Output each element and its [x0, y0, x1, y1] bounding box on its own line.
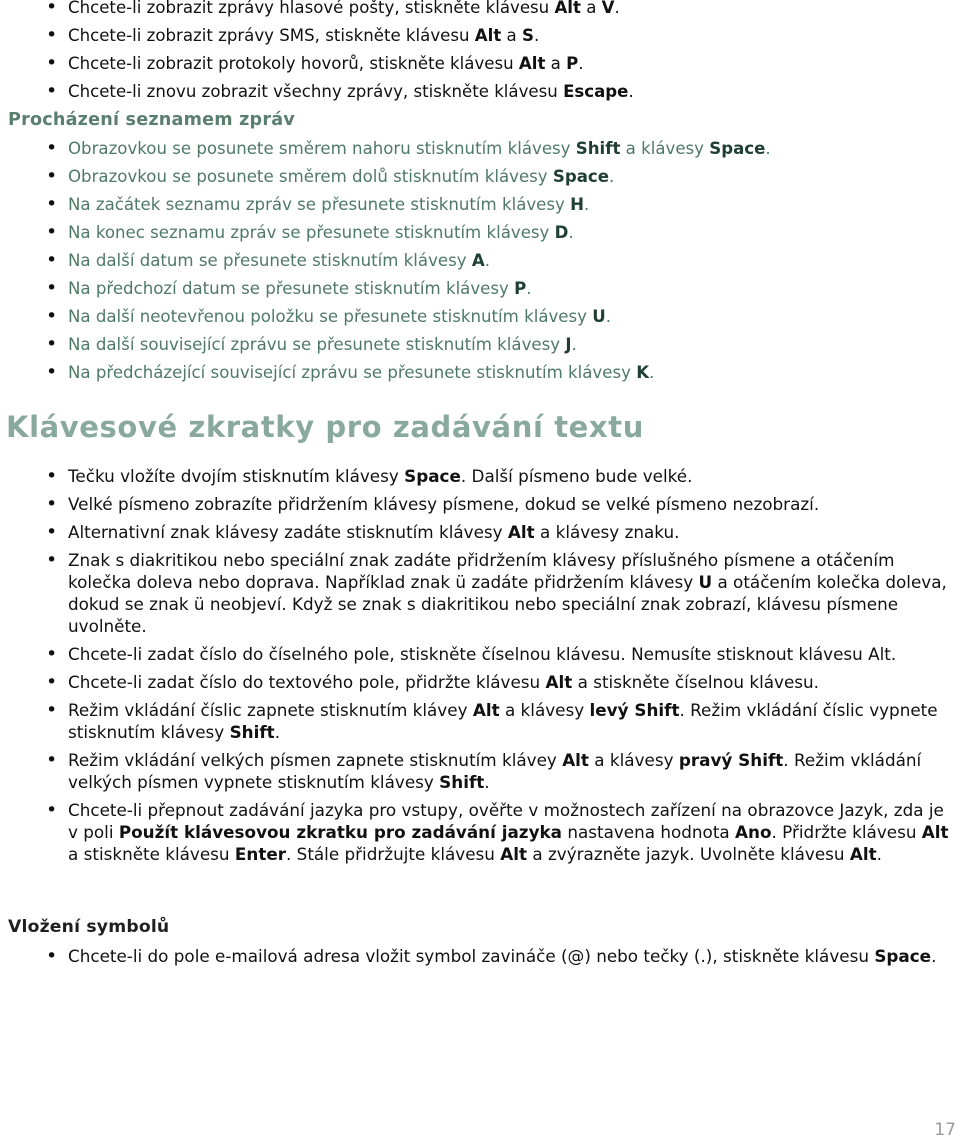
list-item-text: . Přidržte klávesu [771, 822, 922, 842]
list-item-text: Režim vkládání velkých písmen zapnete stisknutím klávey [68, 750, 563, 770]
key-name: V [601, 0, 615, 17]
list-item-text: Na začátek seznamu zpráv se přesunete stisknutím klávesy [68, 195, 571, 214]
list-item-text: Na konec seznamu zpráv se přesunete stisknutím klávesy [68, 223, 555, 242]
list-item-text: a stiskněte číselnou klávesu. [572, 672, 820, 692]
browse-messages-list [0, 138, 950, 390]
key-name: Alt [518, 54, 546, 73]
key-name: Space [552, 167, 610, 186]
list-item-text: a zvýrazněte jazyk. Uvolněte klávesu [527, 844, 850, 864]
list-item-text: Na předchozí datum se přesunete stisknutím klávesy [68, 279, 515, 298]
key-name: P [566, 54, 579, 73]
list-item-text: . [931, 946, 937, 966]
list-item-text: Chcete-li zobrazit zprávy SMS, stiskněte klávesu [68, 26, 475, 45]
list-item [0, 250, 950, 271]
key-name: Použít klávesovou zkratku pro zadávání jazyka [118, 822, 562, 842]
list-item [0, 945, 950, 967]
list-item-text: a klávesy [588, 750, 679, 770]
list-item-text: . [526, 279, 532, 298]
list-item [0, 306, 950, 327]
list-item-text: a klávesy [620, 139, 710, 158]
list-item-text: Na další související zprávu se přesunete stisknutím klávesy [68, 335, 566, 354]
list-item-text: . Stále přidržujte klávesu [286, 844, 501, 864]
list-item [0, 25, 950, 46]
list-item [0, 643, 950, 665]
key-name: Escape [563, 82, 629, 101]
list-item [0, 138, 950, 159]
list-item-text: . Režim vkládání velkých písmen vypnete stisknutím klávesy [68, 750, 922, 792]
key-name: Space [874, 946, 932, 966]
list-item-text: Chcete-li znovu zobrazit všechny zprávy, stiskněte klávesu [68, 82, 564, 101]
text-input-shortcuts-list [0, 465, 950, 871]
list-item-text: . [274, 722, 281, 742]
key-name: levý Shift [589, 700, 680, 720]
key-name: Shift [439, 772, 485, 792]
list-item [0, 493, 950, 515]
key-name: Enter [234, 844, 286, 864]
list-item-text: Tečku vložíte dvojím stisknutím klávesy [68, 466, 405, 486]
list-item-text: . Režim vkládání číslic vypnete stisknutím klávesy [68, 700, 938, 742]
section-title: Klávesové zkratky pro zadávání textu [6, 410, 644, 444]
list-item-text: . [568, 223, 574, 242]
list-item-text: a klávesy znaku. [534, 522, 680, 542]
key-name: J [565, 335, 572, 354]
list-item-text: a [580, 0, 602, 17]
key-name: U [592, 307, 606, 326]
key-name: A [471, 251, 485, 270]
list-item-text: . [876, 844, 882, 864]
key-name: Ano [735, 822, 772, 842]
list-item-text: . [484, 772, 490, 792]
list-item-text: . [628, 82, 634, 101]
list-item-text: . Další písmeno bude velké. [460, 466, 693, 486]
key-name: Alt [507, 522, 535, 542]
list-item-text: Na předcházející související zprávu se přesunete stisknutím klávesy [68, 363, 637, 382]
list-item-text: . [578, 54, 584, 73]
list-item-text: . [571, 335, 577, 354]
list-item [0, 166, 950, 187]
list-item-text: Na další neotevřenou položku se přesunete stisknutím klávesy [68, 307, 593, 326]
list-item-text: Na další datum se přesunete stisknutím klávesy [68, 251, 472, 270]
list-item-text: Velké písmeno zobrazíte přidržením klávesy písmene, dokud se velké písmeno nezobrazí. [68, 494, 820, 514]
key-name: Alt [474, 26, 502, 45]
list-item-text: a klávesy [499, 700, 590, 720]
key-name: H [570, 195, 585, 214]
key-name: D [554, 223, 569, 242]
key-name: Alt [554, 0, 581, 17]
list-item [0, 362, 950, 383]
list-item-text: Chcete-li zadat číslo do textového pole, přidržte klávesu [68, 672, 546, 692]
list-item-text: a [545, 54, 567, 73]
insert-symbols-list [0, 945, 950, 973]
key-name: Alt [921, 822, 949, 842]
list-item [0, 549, 950, 637]
list-item-text: Obrazovkou se posunete směrem dolů stisknutím klávesy [68, 167, 553, 186]
list-item-text: . [614, 0, 620, 17]
list-item-text: Obrazovkou se posunete směrem nahoru stisknutím klávesy [68, 139, 576, 158]
key-name: Alt [849, 844, 877, 864]
list-item [0, 799, 950, 865]
key-name: K [636, 363, 650, 382]
key-name: Alt [562, 750, 589, 770]
list-item-text: . [649, 363, 655, 382]
message-view-list [0, 0, 950, 109]
list-item [0, 81, 950, 102]
list-item-text: Znak s diakritikou nebo speciální znak zadáte přidržením klávesy příslušného písmene a otáčením kolečka doleva nebo doprava. Například znak ü zadáte přidržením klávesy [68, 550, 895, 592]
list-item-text: . [533, 26, 540, 45]
list-item-text: . [609, 167, 615, 186]
list-item [0, 671, 950, 693]
heading-browse-messages: Procházení seznamem zpráv [8, 110, 295, 130]
list-item-text: Chcete-li zobrazit protokoly hovorů, stiskněte klávesu [68, 54, 519, 73]
list-item-text: Režim vkládání číslic zapnete stisknutím klávey [68, 700, 473, 720]
list-item-text: . [605, 307, 612, 326]
key-name: Space [404, 466, 461, 486]
list-item-text: . [765, 139, 771, 158]
list-item-text: a stiskněte klávesu [68, 844, 235, 864]
key-name: U [698, 572, 713, 592]
list-item-text: a otáčením kolečka doleva, dokud se znak ü neobjeví. Když se znak s diakritikou nebo speciální znak zobrazí, klávesu písmene uvolněte. [68, 572, 947, 636]
key-name: P [514, 279, 527, 298]
key-name: S [521, 26, 534, 45]
heading-insert-symbols: Vložení symbolů [8, 917, 170, 937]
list-item [0, 521, 950, 543]
list-item [0, 749, 950, 793]
list-item [0, 53, 950, 74]
key-name: Space [709, 139, 766, 158]
key-name: Shift [575, 139, 621, 158]
list-item-text: Chcete-li do pole e-mailová adresa vložit symbol zavináče (@) nebo tečky (.), stiskněte klávesu [68, 946, 875, 966]
list-item [0, 194, 950, 215]
key-name: pravý Shift [678, 750, 784, 770]
list-item [0, 334, 950, 355]
list-item-text: Chcete-li přepnout zadávání jazyka pro vstupy, ověřte v možnostech zařízení na obrazovce Jazyk, zda je v poli [68, 800, 944, 842]
list-item-text: a [501, 26, 522, 45]
list-item [0, 699, 950, 743]
list-item-text: . [584, 195, 590, 214]
list-item [0, 278, 950, 299]
page-number: 17 [934, 1120, 956, 1140]
list-item [0, 465, 950, 487]
list-item-text: Chcete-li zobrazit zprávy hlasové pošty, stiskněte klávesu [68, 0, 555, 17]
list-item [0, 0, 950, 18]
list-item-text: . [484, 251, 490, 270]
list-item [0, 222, 950, 243]
key-name: Shift [229, 722, 275, 742]
key-name: Alt [545, 672, 573, 692]
key-name: Alt [500, 844, 528, 864]
key-name: Alt [472, 700, 500, 720]
list-item-text: Alternativní znak klávesy zadáte stisknutím klávesy [68, 522, 508, 542]
list-item-text: nastavena hodnota [562, 822, 736, 842]
list-item-text: Chcete-li zadat číslo do číselného pole, stiskněte číselnou klávesu. Nemusíte stisknout klávesu Alt. [68, 644, 897, 664]
